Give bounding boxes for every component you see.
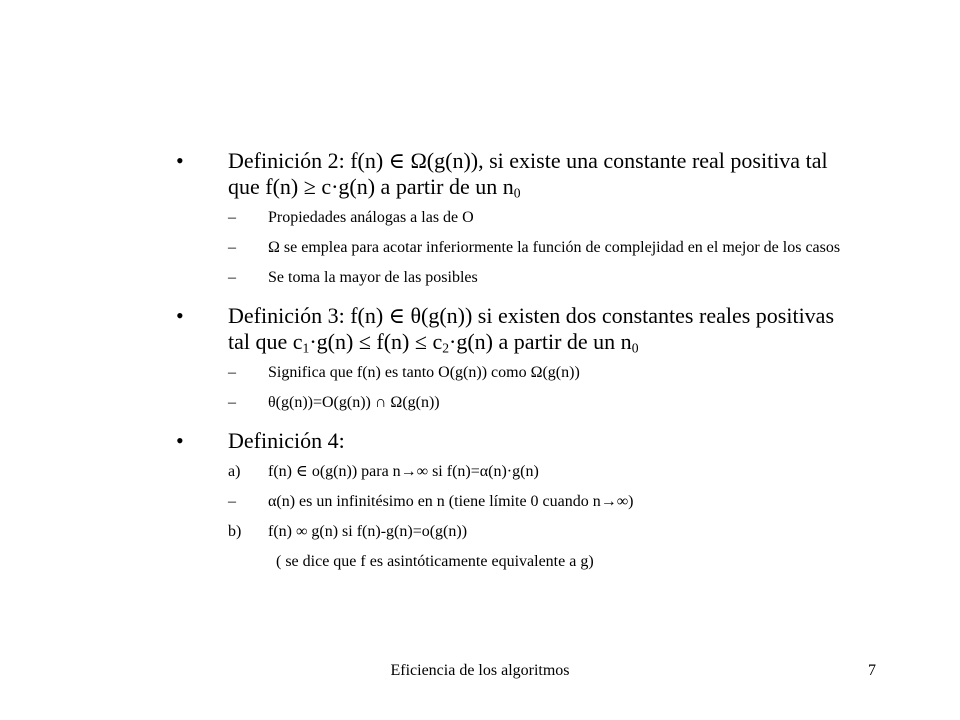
bullet-marker: • (176, 428, 184, 453)
bullet-def2-sub3 (176, 267, 856, 289)
subscript: 1 (302, 340, 310, 356)
bullet-text (268, 239, 840, 256)
bullet-text (268, 269, 478, 286)
text-segment: ( se dice que f es asintóticamente equivalente a g) (276, 553, 594, 570)
bullet-text (268, 523, 467, 540)
bullet-text (268, 463, 539, 480)
footer-title: Eficiencia de los algoritmos (390, 662, 570, 679)
bullet-marker: – (228, 493, 236, 510)
bullet-text (228, 148, 828, 199)
bullet-text (276, 553, 594, 570)
text-segment: α(n) es un infinitésimo en n (tiene límite 0 cuando n→∞) (268, 493, 634, 510)
bullet-text (228, 303, 834, 354)
bullet-def3-sub1 (176, 362, 856, 384)
text-segment: Significa que f(n) es tanto O(g(n)) como Ω(g(n)) (268, 364, 580, 381)
bullet-def4 (176, 428, 856, 454)
bullet-def3 (176, 303, 856, 355)
text-segment: Ω se emplea para acotar inferiormente la función de complejidad en el mejor de los casos (268, 239, 841, 256)
bullet-marker: – (228, 394, 236, 411)
bullet-text (268, 209, 474, 226)
text-segment: Propiedades análogas a las de O (268, 209, 474, 226)
text-segment: ·g(n) ≤ f(n) ≤ c (309, 329, 443, 354)
bullet-marker: – (228, 269, 236, 286)
text-segment: ·g(n) a partir de un n (449, 329, 632, 354)
bullet-marker: – (228, 364, 236, 381)
bullet-def4-a-sub1 (176, 491, 856, 513)
bullet-marker: – (228, 209, 236, 226)
text-segment: Se toma la mayor de las posibles (268, 269, 478, 286)
page-number: 7 (868, 662, 876, 679)
bullet-marker: b) (228, 523, 242, 540)
bullet-def2 (176, 148, 856, 200)
subscript: 2 (442, 340, 450, 356)
bullet-marker: • (176, 303, 184, 328)
bullet-text (228, 428, 345, 453)
bullet-def2-sub2 (176, 237, 856, 259)
slide-content (176, 148, 856, 581)
text-segment: f(n) ∞ g(n) si f(n)-g(n)=o(g(n)) (268, 523, 468, 540)
text-segment: Definición 2: f(n) ∈ Ω(g(n)), si existe una constante real positiva tal que f(n) ≥ c·g(n) a partir de un n (228, 148, 828, 199)
bullet-def4-b-note (176, 551, 856, 573)
bullet-marker: • (176, 148, 184, 173)
subscript: 0 (631, 340, 639, 356)
bullet-def3-sub2 (176, 392, 856, 414)
bullet-def2-sub1 (176, 207, 856, 229)
text-segment: Definición 4: (228, 428, 345, 453)
bullet-def4-a (176, 461, 856, 483)
bullet-text (268, 394, 440, 411)
text-segment: θ(g(n))=O(g(n)) ∩ Ω(g(n)) (268, 394, 440, 411)
bullet-marker: – (228, 239, 236, 256)
subscript: 0 (513, 185, 521, 201)
text-segment: Definición 3: f(n) ∈ θ(g(n)) si existen dos constantes reales positivas tal que c (228, 303, 835, 354)
text-segment: f(n) ∈ o(g(n)) para n→∞ si f(n)=α(n)·g(n) (268, 463, 539, 480)
bullet-marker: a) (228, 463, 241, 480)
bullet-def4-b (176, 521, 856, 543)
bullet-text (268, 364, 580, 381)
bullet-text (268, 493, 633, 510)
